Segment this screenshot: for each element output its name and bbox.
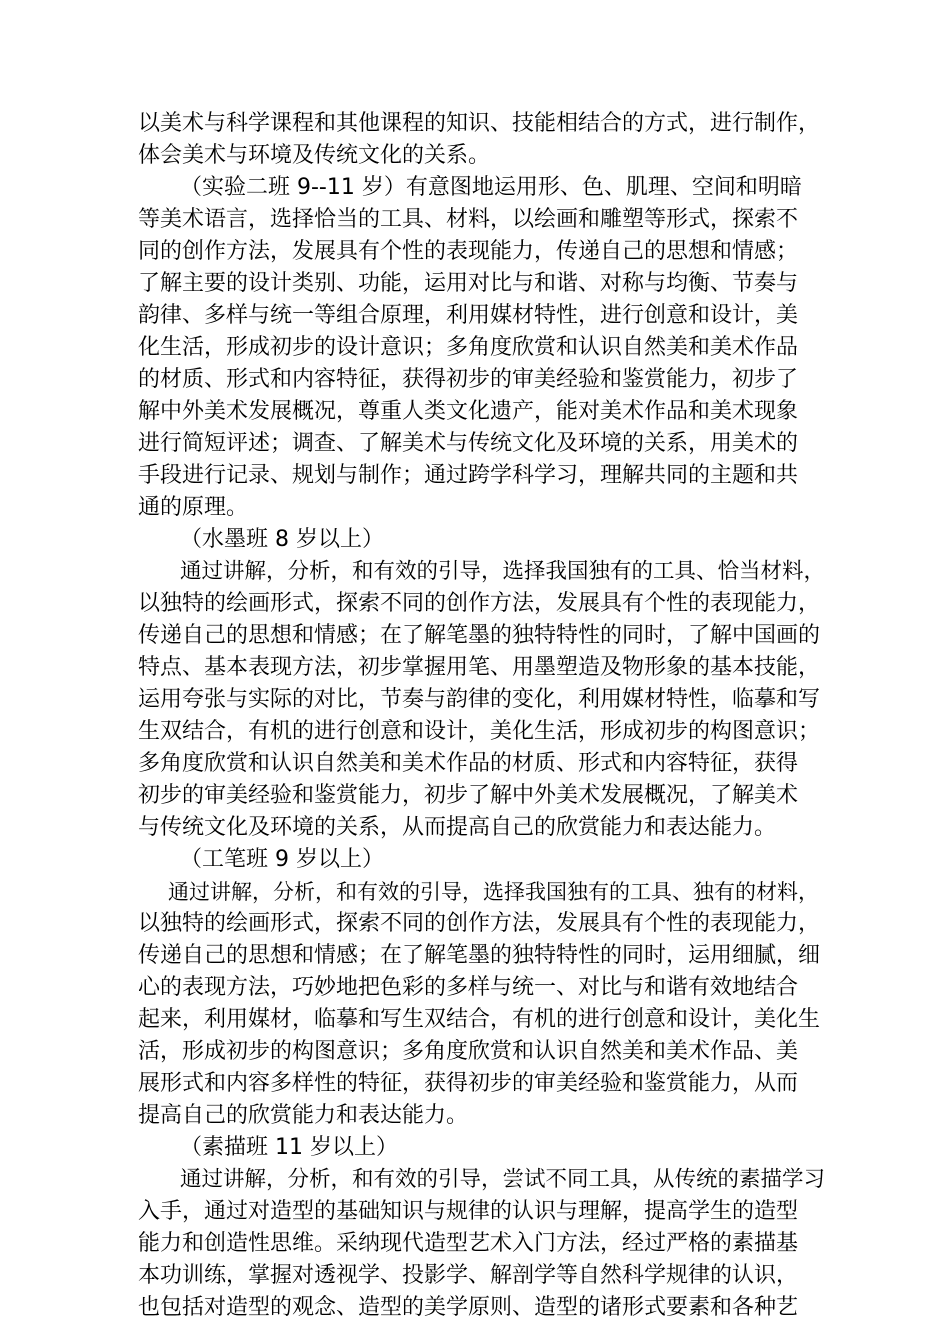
text-line: 等美术语言，选择恰当的工具、材料，以绘画和雕塑等形式，探索不 <box>138 207 799 232</box>
text-line: 的材质、形式和内容特征，获得初步的审美经验和鉴赏能力，初步了 <box>138 367 799 392</box>
text-line: 同的创作方法，发展具有个性的表现能力，传递自己的思想和情感； <box>138 239 799 264</box>
text-line: 化生活，形成初步的设计意识；多角度欣赏和认识自然美和美术作品 <box>138 335 799 360</box>
text-line: 解中外美术发展概况，尊重人类文化遗产，能对美术作品和美术现象 <box>138 399 799 424</box>
text-line: 初步的审美经验和鉴赏能力，初步了解中外美术发展概况，了解美术 <box>138 783 799 808</box>
text-line: 手段进行记录、规划与制作；通过跨学科学习，理解共同的主题和共 <box>138 463 799 488</box>
section-heading: （水墨班 8 岁以上） <box>180 527 384 552</box>
text-line: 传递自己的思想和情感；在了解笔墨的独特特性的同时，了解中国画的 <box>138 623 821 648</box>
text-line: 传递自己的思想和情感；在了解笔墨的独特特性的同时，运用细腻，细 <box>138 943 821 968</box>
text-line: 通过讲解，分析，和有效的引导，选择我国独有的工具、恰当材料， <box>180 559 826 584</box>
text-line: 了解主要的设计类别、功能，运用对比与和谐、对称与均衡、节奏与 <box>138 271 799 296</box>
text-line: 通过讲解，分析，和有效的引导，尝试不同工具，从传统的素描学习 <box>180 1167 826 1192</box>
section-heading: （素描班 11 岁以上） <box>180 1135 398 1160</box>
text-line: 入手，通过对造型的基础知识与规律的认识与理解，提高学生的造型 <box>138 1199 799 1224</box>
text-line: 体会美术与环境及传统文化的关系。 <box>138 143 491 168</box>
text-line: 能力和创造性思维。采纳现代造型艺术入门方法，经过严格的素描基 <box>138 1231 799 1256</box>
text-line: 特点、基本表现方法，初步掌握用笔、用墨塑造及物形象的基本技能， <box>138 655 821 680</box>
text-line: 以美术与科学课程和其他课程的知识、技能相结合的方式，进行制作， <box>138 111 821 136</box>
text-line: 生双结合，有机的进行创意和设计，美化生活，形成初步的构图意识； <box>138 719 821 744</box>
text-line: 通的原理。 <box>138 495 249 520</box>
text-line: 以独特的绘画形式，探索不同的创作方法，发展具有个性的表现能力， <box>138 911 821 936</box>
text-line: 提高自己的欣赏能力和表达能力。 <box>138 1103 469 1128</box>
text-line: 与传统文化及环境的关系，从而提高自己的欣赏能力和表达能力。 <box>138 815 777 840</box>
text-line: 活，形成初步的构图意识；多角度欣赏和认识自然美和美术作品、美 <box>138 1039 799 1064</box>
text-line: 心的表现方法，巧妙地把色彩的多样与统一、对比与和谐有效地结合 <box>138 975 799 1000</box>
text-line: 进行简短评述；调查、了解美术与传统文化及环境的关系，用美术的 <box>138 431 799 456</box>
text-line: 展形式和内容多样性的特征，获得初步的审美经验和鉴赏能力，从而 <box>138 1071 799 1096</box>
text-line: （实验二班 9--11 岁）有意图地运用形、色、肌理、空间和明暗 <box>180 175 802 200</box>
text-line: 本功训练，掌握对透视学、投影学、解剖学等自然科学规律的认识， <box>138 1263 799 1288</box>
text-line: 起来，利用媒材，临摹和写生双结合，有机的进行创意和设计，美化生 <box>138 1007 821 1032</box>
text-line: 韵律、多样与统一等组合原理，利用媒材特性，进行创意和设计，美 <box>138 303 799 328</box>
text-line: 以独特的绘画形式，探索不同的创作方法，发展具有个性的表现能力， <box>138 591 821 616</box>
text-line: 通过讲解，分析，和有效的引导，选择我国独有的工具、独有的材料， <box>168 880 819 904</box>
text-line: 也包括对造型的观念、造型的美学原则、造型的诸形式要素和各种艺 <box>138 1295 799 1320</box>
section-heading: （工笔班 9 岁以上） <box>180 847 384 872</box>
text-line: 运用夸张与实际的对比，节奏与韵律的变化，利用媒材特性，临摹和写 <box>138 687 821 712</box>
text-line: 多角度欣赏和认识自然美和美术作品的材质、形式和内容特征，获得 <box>138 751 799 776</box>
